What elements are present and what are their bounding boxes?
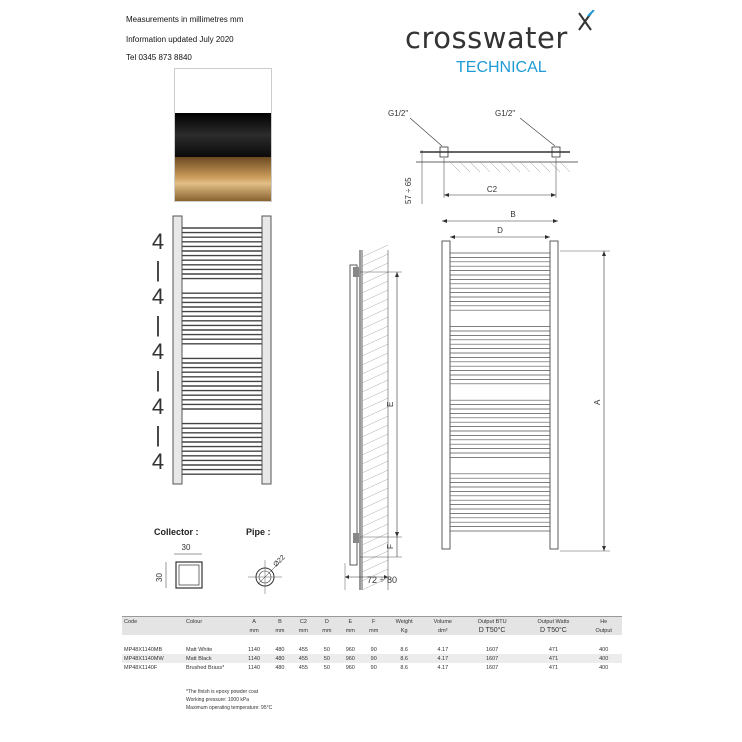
brand-mark-icon bbox=[576, 10, 596, 32]
side-digit: | bbox=[155, 421, 161, 447]
unit-cell: mm bbox=[345, 627, 355, 634]
table-cell: 480 bbox=[275, 646, 285, 653]
header-cell: Code bbox=[124, 618, 138, 625]
header-phone: Tel 0345 873 8840 bbox=[126, 53, 192, 62]
wall-hatch-line bbox=[362, 389, 388, 401]
swatch-black bbox=[175, 113, 271, 157]
table-cell: 1140 bbox=[248, 664, 260, 671]
side-digit: | bbox=[155, 311, 161, 337]
wall-hatch-line bbox=[362, 344, 388, 356]
header-cell: B bbox=[278, 618, 282, 625]
c2-label: C2 bbox=[486, 185, 498, 194]
table-header-row bbox=[122, 617, 622, 626]
table-cell: 1607 bbox=[485, 664, 499, 671]
unit-cell: Kg bbox=[400, 627, 408, 634]
table-cell: 960 bbox=[345, 664, 355, 671]
table-units-row bbox=[122, 626, 622, 635]
wall-hatch-line bbox=[362, 308, 388, 320]
header-cell: A bbox=[252, 618, 256, 625]
table-cell: 4.17 bbox=[437, 655, 449, 662]
note-finish: *The finish is epoxy powder coat bbox=[186, 689, 258, 695]
wall-hatch-line bbox=[362, 290, 388, 302]
table-cell: 1607 bbox=[485, 646, 499, 653]
unit-cell: mm bbox=[249, 627, 259, 634]
spec-notes bbox=[186, 688, 272, 712]
side-digit: 4 bbox=[151, 284, 165, 309]
table-cell: 480 bbox=[275, 655, 285, 662]
table-cell: 4.17 bbox=[437, 646, 449, 653]
wall-hatch-line bbox=[362, 407, 388, 419]
table-cell: 4.17 bbox=[437, 664, 449, 671]
wall-hatch-line bbox=[362, 479, 388, 491]
d-label: D bbox=[497, 226, 503, 235]
table-cell: MP48X1140MB bbox=[124, 646, 163, 653]
unit-cell bbox=[122, 626, 184, 635]
unit-cell: D T50°C bbox=[540, 627, 567, 634]
wall-hatch-line bbox=[362, 326, 388, 338]
wall-hatch-line bbox=[362, 497, 388, 509]
depth-range-label: 57 ÷ 65 bbox=[404, 177, 413, 204]
brand-logo: crosswater bbox=[405, 21, 568, 55]
spec-table-container bbox=[122, 616, 622, 672]
wall-hatch-line bbox=[362, 398, 388, 410]
side-digit: | bbox=[155, 366, 161, 392]
wall-hatch-line bbox=[362, 335, 388, 347]
table-cell: 1607 bbox=[485, 655, 499, 662]
header-cell: He bbox=[600, 618, 608, 625]
wall-hatch-line bbox=[362, 371, 388, 383]
side-digit: | bbox=[155, 256, 161, 282]
top-view-diagram bbox=[380, 100, 600, 210]
header-cell: F bbox=[372, 618, 376, 625]
wall-hatch-line bbox=[362, 263, 388, 275]
collector-width-label: 30 bbox=[181, 543, 191, 552]
wall-hatch-line bbox=[362, 317, 388, 329]
wall-hatch-line bbox=[362, 515, 388, 527]
spec-table bbox=[122, 617, 622, 672]
wall-hatch-line bbox=[362, 452, 388, 464]
side-digit: 4 bbox=[151, 229, 165, 254]
brand-subtitle: TECHNICAL bbox=[456, 59, 547, 76]
table-cell: 8.6 bbox=[400, 664, 408, 671]
table-cell: 960 bbox=[345, 655, 355, 662]
unit-cell: D T50°C bbox=[478, 627, 506, 634]
table-cell: 455 bbox=[298, 655, 308, 662]
header-cell: Output BTU bbox=[477, 618, 507, 625]
wall-hatch-line bbox=[362, 434, 388, 446]
table-cell: 90 bbox=[370, 664, 377, 671]
table-cell: 400 bbox=[599, 646, 609, 653]
collector-section bbox=[148, 538, 218, 598]
table-cell: Brushed Brass* bbox=[186, 664, 225, 671]
e-label: E bbox=[386, 401, 395, 407]
b-label: B bbox=[510, 210, 516, 219]
pipe-diameter-label: Ø22 bbox=[272, 554, 287, 569]
table-cell: 480 bbox=[275, 664, 285, 671]
table-cell: 400 bbox=[599, 664, 609, 671]
wall-hatch-line bbox=[362, 254, 388, 266]
table-cell: 90 bbox=[370, 655, 377, 662]
header-cell: Weight bbox=[395, 618, 413, 625]
table-cell: 90 bbox=[370, 646, 377, 653]
table-cell: 960 bbox=[345, 646, 355, 653]
table-cell: 471 bbox=[548, 664, 559, 671]
side-view-diagram bbox=[340, 245, 420, 595]
wall-hatch-line bbox=[362, 524, 388, 536]
side-digit: 4 bbox=[151, 394, 165, 419]
header-updated: Information updated July 2020 bbox=[126, 35, 234, 44]
wall-hatch-line bbox=[362, 425, 388, 437]
radiator-illustration bbox=[170, 214, 274, 486]
pipe-label: Pipe : bbox=[246, 527, 271, 537]
side-digit: 4 bbox=[151, 449, 165, 474]
note-pressure: Working pressure: 1000 kPa bbox=[186, 697, 249, 703]
table-cell: 50 bbox=[323, 646, 330, 653]
wall-hatch-line bbox=[362, 560, 388, 572]
table-cell: 400 bbox=[599, 655, 609, 662]
header-cell: E bbox=[348, 618, 353, 625]
swatch-brass bbox=[175, 157, 271, 201]
wall-hatch-line bbox=[362, 245, 388, 257]
header-cell: Colour bbox=[186, 618, 203, 625]
wall-hatch-line bbox=[362, 488, 388, 500]
table-cell: 471 bbox=[548, 655, 559, 662]
wall-hatch-line bbox=[362, 461, 388, 473]
wall-hatch-line bbox=[362, 281, 388, 293]
a-label: A bbox=[593, 399, 602, 405]
note-temperature: Maximum operating temperature: 95°C bbox=[186, 705, 273, 711]
table-cell: Matt Black bbox=[186, 655, 212, 662]
header-cell: Volume bbox=[433, 618, 452, 625]
g-left-label: G1/2" bbox=[388, 109, 409, 118]
unit-cell: mm bbox=[275, 627, 285, 634]
wall-gap-label: 72 ÷ 80 bbox=[367, 575, 397, 585]
unit-cell: dm³ bbox=[438, 627, 448, 634]
table-cell: 50 bbox=[323, 655, 330, 662]
wall-hatch-line bbox=[362, 416, 388, 428]
g-right-label: G1/2" bbox=[495, 109, 516, 118]
table-cell: 471 bbox=[548, 646, 559, 653]
wall-hatch-line bbox=[362, 380, 388, 392]
table-cell: 455 bbox=[298, 664, 308, 671]
swatch-white bbox=[175, 69, 271, 113]
side-digit-strip bbox=[150, 228, 166, 476]
header-cell: Output Watts bbox=[537, 618, 570, 625]
collector-height-label: 30 bbox=[155, 573, 164, 582]
wall-hatch-line bbox=[362, 506, 388, 518]
header-cell: D bbox=[324, 618, 329, 625]
table-cell: 455 bbox=[298, 646, 308, 653]
table-cell: 1140 bbox=[248, 646, 260, 653]
wall-hatch-line bbox=[362, 470, 388, 482]
front-view-diagram bbox=[430, 205, 610, 561]
table-cell: 8.6 bbox=[400, 655, 408, 662]
wall-hatch-line bbox=[362, 299, 388, 311]
finish-swatches bbox=[174, 68, 272, 202]
table-cell: MP48X1140MW bbox=[124, 655, 164, 662]
wall-hatch-line bbox=[362, 443, 388, 455]
table-cell: 8.6 bbox=[400, 646, 408, 653]
header-measurements: Measurements in millimetres mm bbox=[126, 15, 244, 24]
unit-cell: Output bbox=[595, 627, 612, 634]
table-spacer bbox=[122, 635, 622, 645]
table-row bbox=[122, 663, 622, 672]
unit-cell: mm bbox=[322, 627, 332, 634]
unit-cell: mm bbox=[298, 627, 308, 634]
table-cell: MP48X1140F bbox=[124, 664, 158, 671]
pipe-section bbox=[240, 545, 300, 600]
side-digit: 4 bbox=[151, 339, 165, 364]
table-row bbox=[122, 645, 622, 654]
table-cell: 1140 bbox=[248, 655, 260, 662]
f-label: F bbox=[386, 544, 395, 549]
table-cell: 50 bbox=[323, 664, 330, 671]
unit-cell: mm bbox=[369, 627, 379, 634]
wall-hatch-line bbox=[362, 353, 388, 365]
collector-label: Collector : bbox=[154, 527, 199, 537]
wall-hatch-line bbox=[362, 533, 388, 545]
unit-cell bbox=[184, 626, 240, 635]
wall-hatch-line bbox=[362, 362, 388, 374]
table-row bbox=[122, 654, 622, 663]
header-cell: C2 bbox=[299, 618, 307, 625]
wall-hatch-line bbox=[362, 542, 388, 554]
table-cell: Matt White bbox=[186, 646, 213, 653]
wall-hatch-line bbox=[362, 272, 388, 284]
